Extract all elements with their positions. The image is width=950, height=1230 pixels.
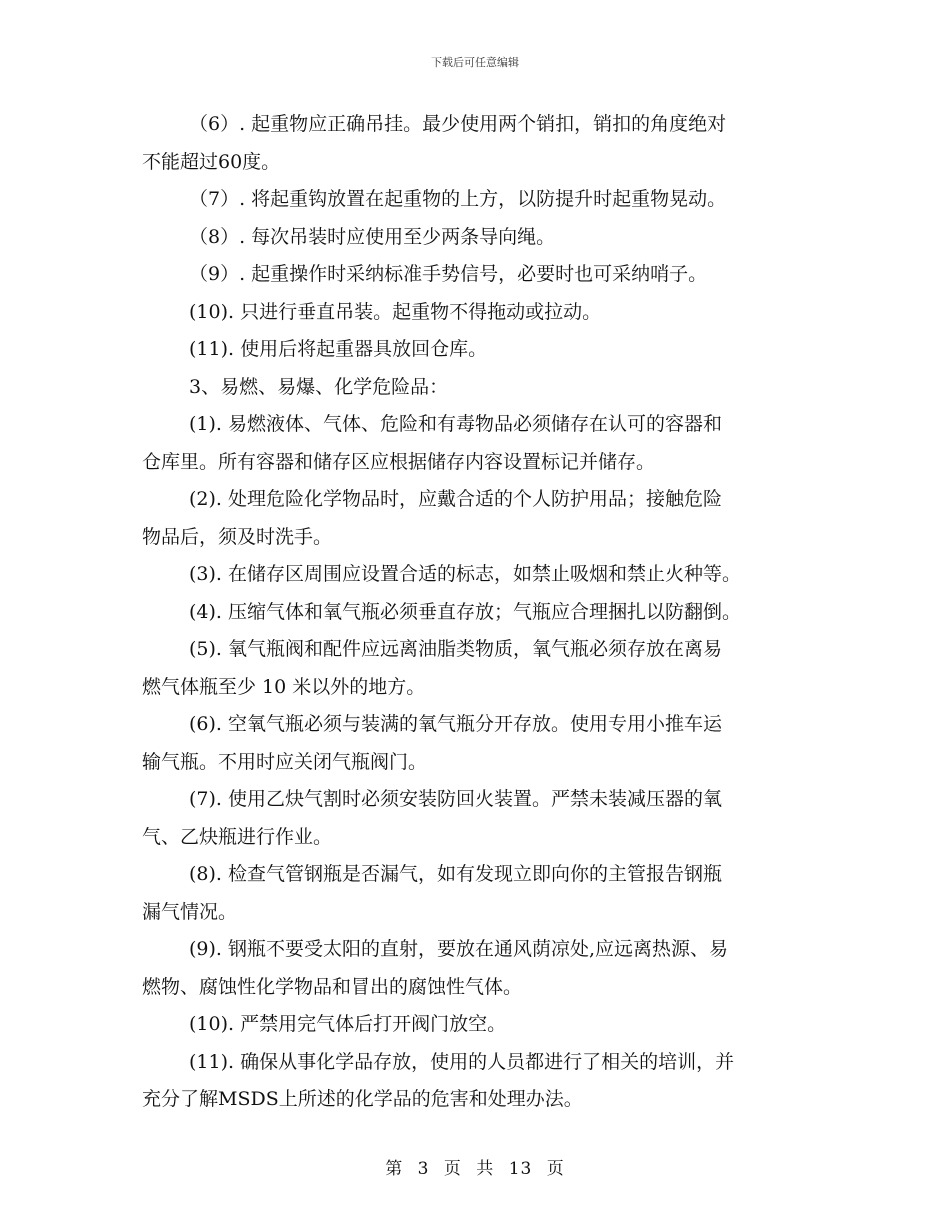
text-line: 气、乙炔瓶进行作业。 [142, 825, 333, 848]
paragraph [142, 256, 810, 294]
text-line: （9）. 起重操作时采纳标准手势信号，必要时也可采纳哨子。 [189, 263, 708, 285]
text-line: （8）. 每次吊装时应使用至少两条导向绳。 [189, 225, 556, 248]
paragraph [142, 856, 810, 931]
text-line: (10). 严禁用完气体后打开阀门放空。 [189, 1013, 507, 1035]
paragraph [142, 294, 810, 332]
text-line: (8). 检查气管钢瓶是否漏气，如有发现立即向你的主管报告钢瓶 [189, 863, 722, 885]
text-line: (2). 处理危险化学物品时，应戴合适的个人防护用品；接触危险 [189, 488, 722, 510]
text-line: (11). 使用后将起重器具放回仓库。 [189, 338, 488, 360]
paragraph [142, 406, 810, 481]
paragraph [142, 1006, 810, 1044]
footer-total-label: 共 [476, 1159, 495, 1179]
section-heading [142, 369, 810, 407]
paragraph [142, 219, 810, 257]
text-line: 燃气体瓶至少 10 米以外的地方。 [142, 675, 426, 698]
text-line: 燃物、腐蚀性化学物品和冒出的腐蚀性气体。 [142, 975, 523, 998]
footer-page-end-label: 页 [546, 1159, 565, 1179]
text-line: (3). 在储存区周围应设置合适的标志，如禁止吸烟和禁止火种等。 [189, 563, 741, 585]
paragraph [142, 181, 810, 219]
text-line: 物品后，须及时洗手。 [142, 525, 333, 548]
text-line: 输气瓶。不用时应关闭气瓶阀门。 [142, 750, 428, 773]
header-note: 下载后可任意编辑 [431, 56, 519, 69]
text-line: 不能超过60度。 [142, 150, 281, 173]
text-line: (1). 易燃液体、气体、危险和有毒物品必须储存在认可的容器和 [189, 413, 722, 435]
text-line: (4). 压缩气体和氧气瓶必须垂直存放；气瓶应合理捆扎以防翻倒。 [189, 600, 741, 623]
text-line: （6）. 起重物应正确吊挂。最少使用两个销扣，销扣的角度绝对 [189, 113, 727, 135]
paragraph [142, 331, 810, 369]
text-line: 仓库里。所有容器和储存区应根据储存内容设置标记并储存。 [142, 450, 656, 473]
paragraph [142, 106, 810, 181]
text-line: (6). 空氧气瓶必须与装满的氧气瓶分开存放。使用专用小推车运 [189, 713, 722, 735]
footer-page-label: 页 [443, 1159, 462, 1179]
total-pages-number: 13 [508, 1159, 533, 1179]
paragraph [142, 556, 810, 594]
text-line: 充分了解MSDS上所述的化学品的危害和处理办法。 [142, 1088, 583, 1110]
paragraph [142, 706, 810, 781]
text-line: (11). 确保从事化学品存放，使用的人员都进行了相关的培训，并 [189, 1050, 735, 1073]
text-line: 漏气情况。 [142, 900, 238, 923]
text-line: (10). 只进行垂直吊装。起重物不得拖动或拉动。 [189, 300, 602, 323]
text-line: (7). 使用乙炔气割时必须安装防回火装置。严禁未装减压器的氧 [189, 788, 722, 810]
page-footer [0, 1154, 950, 1179]
text-line: (9). 钢瓶不要受太阳的直射，要放在通风荫凉处,应远离热源、易 [189, 938, 729, 960]
text-line: (5). 氧气瓶阀和配件应远离油脂类物质，氧气瓶必须存放在离易 [189, 638, 722, 660]
paragraph [142, 781, 810, 856]
paragraph [142, 481, 810, 556]
document-body [142, 106, 810, 1119]
footer-prefix: 第 [385, 1159, 404, 1179]
paragraph [142, 1044, 810, 1119]
text-line: （7）. 将起重钩放置在起重物的上方，以防提升时起重物晃动。 [189, 188, 727, 210]
paragraph [142, 931, 810, 1006]
paragraph [142, 631, 810, 706]
text-line: 3、易燃、易爆、化学危险品： [189, 375, 449, 398]
paragraph [142, 594, 810, 632]
current-page-number: 3 [417, 1159, 430, 1179]
page-header [0, 54, 950, 70]
